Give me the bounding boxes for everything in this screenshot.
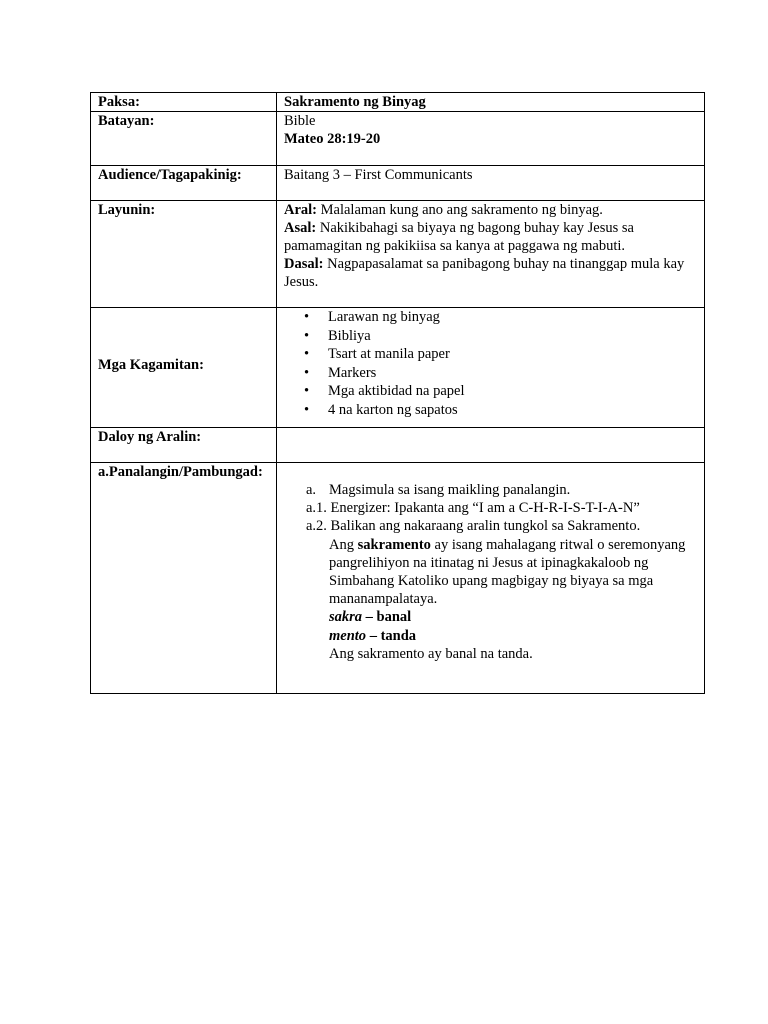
row-daloy	[91, 428, 705, 463]
audience-value: Baitang 3 – First Communicants	[277, 166, 705, 201]
sakra-meaning: – banal	[362, 609, 412, 626]
row-audience	[91, 166, 705, 201]
definition-body: ay isang mahalagang ritwal o seremonyang pangrelihiyon na itinatag ni Jesus at ipinagkakaloob ng Simbahang Katoliko upang magbigay ng biyaya sa mga mananampalataya.	[329, 536, 686, 608]
bullet-icon: •	[304, 401, 310, 418]
row-panalangin	[91, 463, 705, 694]
mento-term-line	[306, 627, 697, 645]
kagamitan-label: Mga Kagamitan:	[91, 308, 277, 428]
step-a	[306, 481, 697, 499]
mento-meaning: – tanda	[366, 627, 417, 644]
paksa-value	[277, 93, 705, 112]
paksa-label: Paksa:	[91, 93, 277, 112]
mento-term: mento	[329, 627, 367, 644]
step-a-marker: a.	[306, 482, 317, 498]
dasal-text: Nagpapasalamat sa panibagong buhay na tinanggap mula kay Jesus.	[284, 256, 685, 290]
batayan-verse: Mateo 28:19-20	[284, 131, 381, 147]
layunin-label: Layunin:	[91, 201, 277, 308]
aral-text: Malalaman kung ano ang sakramento ng binyag.	[317, 202, 603, 218]
daloy-label: Daloy ng Aralin:	[91, 428, 277, 463]
row-layunin	[91, 201, 705, 308]
list-item	[304, 308, 697, 327]
definition-pre: Ang	[329, 536, 358, 553]
list-item	[304, 382, 697, 401]
asal-label: Asal:	[284, 220, 317, 236]
bullet-icon: •	[304, 364, 310, 381]
dasal-label: Dasal:	[284, 256, 324, 272]
definition-term: sakramento	[357, 536, 431, 553]
sakra-term-line	[306, 608, 697, 626]
aral-objective	[284, 201, 697, 219]
bullet-icon: •	[304, 383, 310, 400]
asal-objective	[284, 219, 697, 255]
list-item	[304, 345, 697, 364]
aral-label: Aral:	[284, 202, 318, 218]
audience-label: Audience/Tagapakinig:	[91, 166, 277, 201]
batayan-label: Batayan:	[91, 112, 277, 166]
row-paksa	[91, 93, 705, 112]
panalangin-label: a.Panalangin/Pambungad:	[91, 463, 277, 694]
material-text: 4 na karton ng sapatos	[328, 401, 458, 418]
bullet-icon: •	[304, 327, 310, 344]
sakra-term: sakra	[329, 609, 363, 626]
asal-text: Nakikibahagi sa biyaya ng bagong buhay kay Jesus sa pamamagitan ng pakikiisa sa kanya at paggawa ng mabuti.	[284, 220, 634, 254]
batayan-line1: Bible	[284, 113, 316, 129]
sakramento-definition	[306, 536, 697, 609]
lesson-plan-table	[90, 92, 705, 694]
step-a1: a.1. Energizer: Ipakanta ang “I am a C-H-R-I-S-T-I-A-N”	[306, 500, 640, 517]
material-text: Bibliya	[328, 327, 371, 344]
materials-list	[284, 308, 697, 420]
list-item	[304, 401, 697, 420]
bullet-icon: •	[304, 309, 310, 325]
paksa-text: Sakramento ng Binyag	[284, 94, 426, 110]
activity-steps	[284, 463, 697, 663]
row-batayan	[91, 112, 705, 166]
material-text: Larawan ng binyag	[328, 309, 440, 325]
material-text: Mga aktibidad na papel	[328, 383, 465, 400]
daloy-value	[277, 428, 705, 463]
kagamitan-value	[277, 308, 705, 428]
bullet-icon: •	[304, 346, 310, 363]
dasal-objective	[284, 255, 697, 291]
list-item	[304, 327, 697, 346]
row-kagamitan	[91, 308, 705, 428]
batayan-value	[277, 112, 705, 166]
layunin-value	[277, 201, 705, 308]
step-a2: a.2. Balikan ang nakaraang aralin tungkol sa Sakramento.	[306, 518, 641, 535]
step-a-text: Magsimula sa isang maikling panalangin.	[329, 482, 571, 498]
material-text: Markers	[328, 364, 377, 381]
conclusion-line: Ang sakramento ay banal na tanda.	[329, 645, 533, 662]
list-item	[304, 364, 697, 383]
material-text: Tsart at manila paper	[328, 346, 450, 363]
panalangin-value	[277, 463, 705, 694]
batayan-line2	[284, 130, 697, 148]
